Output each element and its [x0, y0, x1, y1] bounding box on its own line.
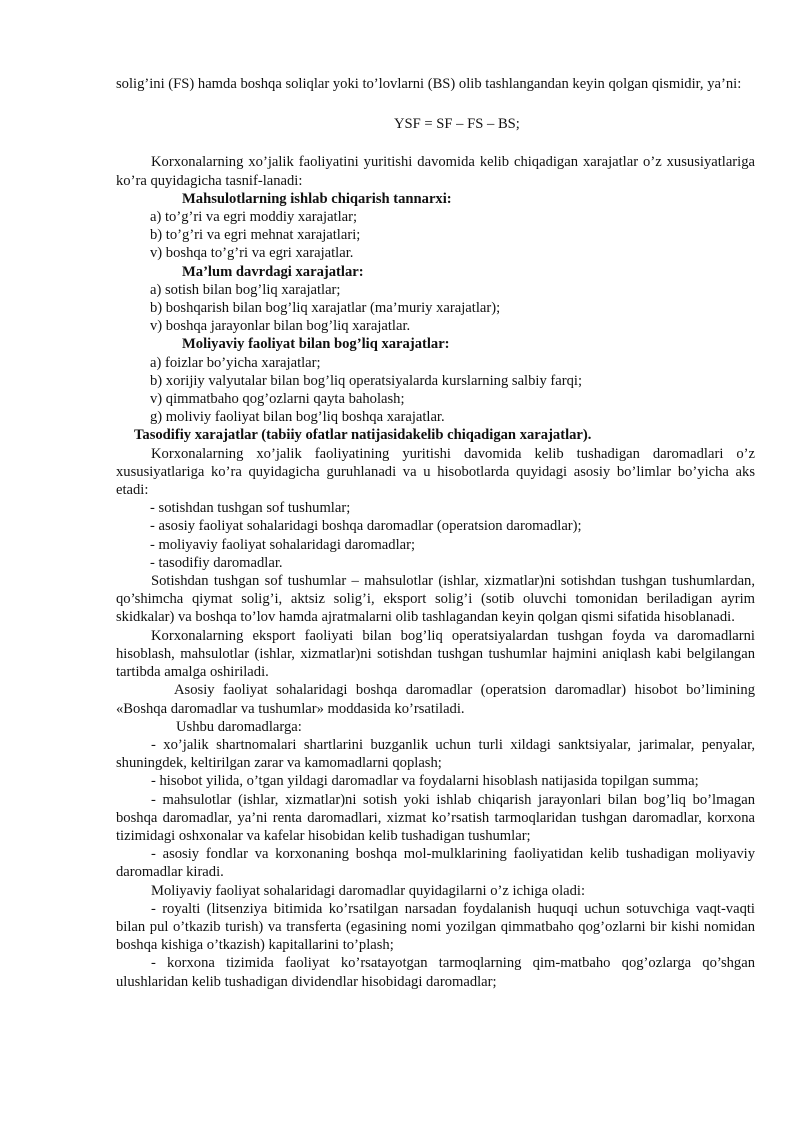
- list-item: b) boshqarish bilan bog’liq xarajatlar (ma’muriy xarajatlar);: [150, 300, 501, 317]
- paragraph: Korxonalarning eksport faoliyati bilan bog’liq operatsiyalardan tushgan foyda va daromadlarni hisoblash, mahsulotlar (ishlar, xizmatlar)ni sotishdan tushgan tushumlar hajmini aniqlash kabi belgilangan tartibda amalga oshiriladi.: [116, 627, 755, 681]
- list-item: b) xorijiy valyutalar bilan bog’liq operatsiyalarda kurslarning salbiy farqi;: [150, 372, 583, 389]
- list-item: v) qimmatbaho qog’ozlarni qayta baholash;: [150, 391, 405, 408]
- list-item: a) foizlar bo’yicha xarajatlar;: [150, 354, 321, 371]
- list-item: v) boshqa to’g’ri va egri xarajatlar.: [150, 245, 354, 262]
- list-item: - sotishdan tushgan sof tushumlar;: [150, 500, 351, 517]
- list-item: - hisobot yilida, o’tgan yildagi daromadlar va foydalarni hisoblash natijasida topilgan summa;: [151, 773, 699, 790]
- document-page: [116, 75, 755, 991]
- list-item: g) moliviy faoliyat bilan bog’liq boshqa xarajatlar.: [150, 409, 445, 426]
- list-item: a) to’g’ri va egri moddiy xarajatlar;: [150, 209, 358, 226]
- list-item: - mahsulotlar (ishlar, xizmatlar)ni sotish yoki ishlab chiqarish jarayonlari bilan bog’liq bo’lmagan boshqa daromadlar, ya’ni renta daromadlari, xizmat ko’rsatish tarmoqlaridan tushgan daromadlar, korxona tizimidagi oshxonalar va kafelar hisobidan kelib tushadigan tushumlar;: [116, 791, 755, 844]
- section-heading: Moliyaviy faoliyat bilan bog’liq xarajatlar:: [182, 336, 450, 353]
- paragraph: Sotishdan tushgan sof tushumlar – mahsulotlar (ishlar, xizmatlar)ni sotishdan tushgan tushumlardan, qo’shimcha qiymat solig’i, aktsiz solig’i, eksport solig’i (sotib oluvchi tomonidan beriladigan ayrim skidkalar) va boshqa to’lov hamda ajratmalarni olib tashlagandan keyin qolgan qismi sifatida hisoblanadi.: [116, 573, 755, 626]
- paragraph: Korxonalarning xo’jalik faoliyatining yuritishi davomida kelib tushadigan daromadlari o’z xususiyatlariga ko’ra quyidagicha guruhlanadi va u hisobotlarda quyidagi asosiy bo’limlar bo’yicha aks etadi:: [116, 445, 755, 499]
- paragraph: Korxonalarning xo’jalik faoliyatini yuritishi davomida kelib chiqadigan xarajatlar o’z xususiyatlariga ko’ra quyidagicha tasnif-lanadi:: [116, 154, 755, 189]
- list-item: - xo’jalik shartnomalari shartlarini buzganlik uchun turli xildagi sanktsiyalar, jarimalar, penyalar, shuningdek, keltirilgan zarar va kamomadlarni qoplash;: [116, 736, 755, 772]
- list-item: a) sotish bilan bog’liq xarajatlar;: [150, 281, 341, 298]
- section-heading: Ma’lum davrdagi xarajatlar:: [182, 263, 364, 280]
- list-item: v) boshqa jarayonlar bilan bog’liq xarajatlar.: [150, 318, 411, 335]
- list-item: - tasodifiy daromadlar.: [150, 554, 283, 571]
- list-item: - asosiy faoliyat sohalaridagi boshqa daromadlar (operatsion daromadlar);: [150, 518, 582, 535]
- section-heading: Mahsulotlarning ishlab chiqarish tannarxi:: [182, 190, 452, 207]
- paragraph: solig’ini (FS) hamda boshqa soliqlar yoki to’lovlarni (BS) olib tashlangandan keyin qolgan qismidir, ya’ni:: [116, 76, 742, 92]
- list-item: - royalti (litsenziya bitimida ko’rsatilgan narsadan foydalanish huquqi uchun sotuvchiga vaqt-vaqti bilan pul o’tkazib turish) va transferta (egasining nomi yozilgan qimmatbaho qog’ozlarni bir kishi nomidan boshqa kishiga o’tkazish) kapitallarini to’plash;: [116, 900, 755, 954]
- list-item: b) to’g’ri va egri mehnat xarajatlari;: [150, 227, 361, 244]
- paragraph: Ushbu daromadlarga:: [176, 718, 302, 735]
- formula: YSF = SF – FS – BS;: [394, 116, 520, 133]
- list-item: - korxona tizimida faoliyat ko’rsatayotgan tarmoqlarning qim-matbaho qog’ozlarga qo’shgan ulushlaridan kelib tushadigan dividendlar hisobidagi daromadlar;: [116, 955, 755, 990]
- paragraph: Asosiy faoliyat sohalaridagi boshqa daromadlar (operatsion daromadlar) hisobot bo’limining «Boshqa daromadlar va tushumlar» moddasida ko’rsatiladi.: [116, 682, 755, 717]
- list-item: - asosiy fondlar va korxonaning boshqa mol-mulklarining faoliyatidan kelib tushadigan moliyaviy daromadlar kiradi.: [116, 846, 755, 881]
- paragraph: Moliyaviy faoliyat sohalaridagi daromadlar quyidagilarni o’z ichiga oladi:: [151, 882, 586, 899]
- list-item: - moliyaviy faoliyat sohalaridagi daromadlar;: [150, 536, 416, 553]
- section-heading: Tasodifiy xarajatlar (tabiiy ofatlar natijasidakelib chiqadigan xarajatlar).: [134, 427, 592, 444]
